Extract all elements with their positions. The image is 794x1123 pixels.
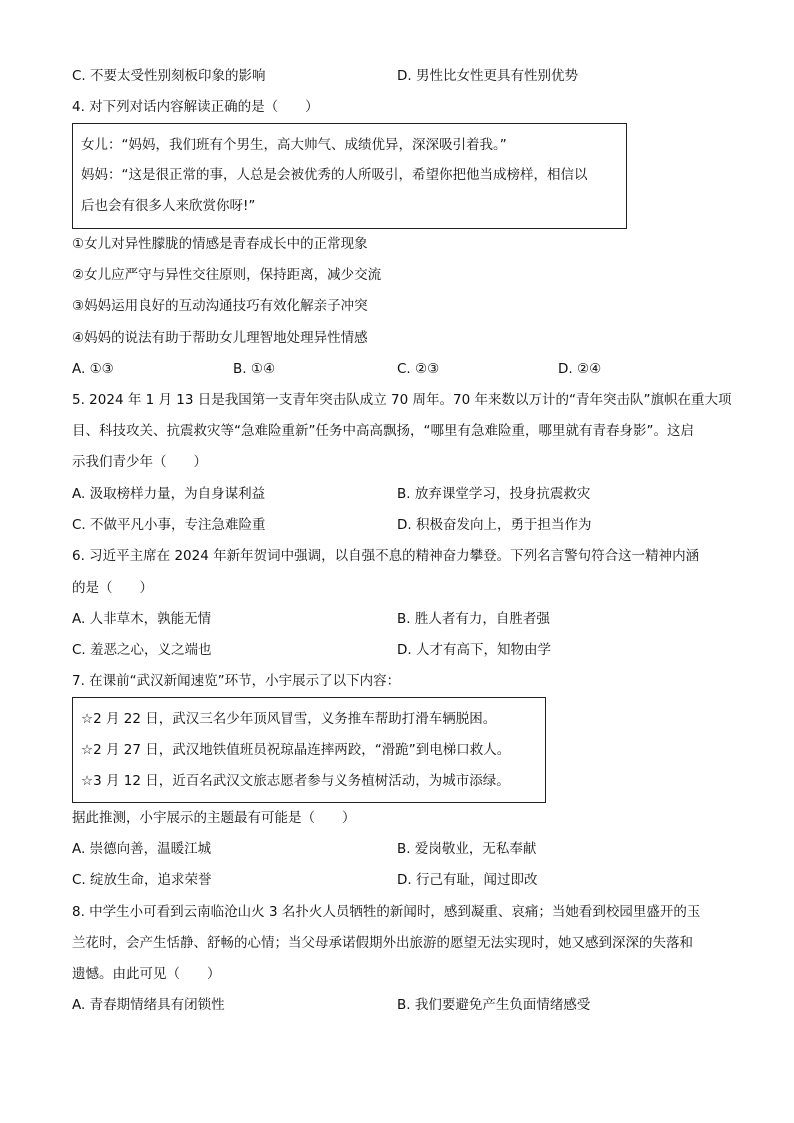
q3-option-d: D. 男性比女性更具有性别优势 (397, 68, 578, 84)
q7-news-item: ☆3 月 12 日，近百名武汉文旅志愿者参与义务植树活动，为城市添绿。 (81, 773, 510, 789)
q6-option-a: A. 人非草木，孰能无情 (72, 611, 212, 627)
q6-option-b: B. 胜人者有力，自胜者强 (397, 611, 550, 627)
q4-option-a: A. ①③ (72, 361, 114, 377)
q7-option-d: D. 行己有耻，闻过即改 (397, 872, 538, 888)
q7-stem: 7. 在课前“武汉新闻速览”环节，小宇展示了以下内容： (72, 673, 401, 689)
q4-dialog-box (72, 123, 627, 229)
q6-stem-line: 的是（ ） (72, 580, 153, 596)
q3-option-c: C. 不要太受性别刻板印象的影响 (72, 68, 266, 84)
q6-option-d: D. 人才有高下，知物由学 (397, 642, 551, 658)
q6-stem-line: 6. 习近平主席在 2024 年新年贺词中强调，以自强不息的精神奋力攀登。下列名言警句符合这一精神内涵 (72, 548, 700, 564)
q6-option-c: C. 羞恶之心，义之端也 (72, 642, 212, 658)
q7-option-a: A. 崇德向善，温暖江城 (72, 841, 212, 857)
q4-dialog-line: 妈妈：“这是很正常的事，人总是会被优秀的人所吸引，希望你把他当成榜样，相信以 (81, 167, 588, 183)
q4-statement-3: ③妈妈运用良好的互动沟通技巧有效化解亲子冲突 (72, 298, 368, 314)
q4-statement-2: ②女儿应严守与异性交往原则，保持距离，减少交流 (72, 267, 382, 283)
q8-stem-line: 兰花时，会产生恬静、舒畅的心情；当父母承诺假期外出旅游的愿望无法实现时，她又感到深深的失落和 (72, 935, 693, 951)
q4-dialog-line: 后也会有很多人来欣赏你呀!” (81, 198, 256, 214)
q5-stem-line: 目、科技攻关、抗震救灾等“急难险重新”任务中高高飘扬，“哪里有急难险重，哪里就有青春身影”。这启 (72, 423, 694, 439)
q4-option-d: D. ②④ (558, 361, 602, 377)
q5-option-b: B. 放弃课堂学习，投身抗震救灾 (397, 486, 591, 502)
q8-option-b: B. 我们要避免产生负面情绪感受 (397, 997, 591, 1013)
q8-stem-line: 8. 中学生小可看到云南临沧山火 3 名扑火人员牺牲的新闻时，感到凝重、哀痛；当她看到校园里盛开的玉 (72, 904, 701, 920)
q5-option-d: D. 积极奋发向上，勇于担当作为 (397, 517, 592, 533)
q5-option-a: A. 汲取榜样力量，为自身谋利益 (72, 486, 266, 502)
q5-stem-line: 5. 2024 年 1 月 13 日是我国第一支青年突击队成立 70 周年。70 年来数以万计的“青年突击队”旗帜在重大项 (72, 392, 732, 408)
q7-question: 据此推测，小宇展示的主题最有可能是（ ） (72, 810, 356, 826)
q8-stem-line: 遗憾。由此可见（ ） (72, 966, 221, 982)
q7-news-item: ☆2 月 22 日，武汉三名少年顶风冒雪，义务推车帮助打滑车辆脱困。 (81, 711, 497, 727)
q5-option-c: C. 不做平凡小事，专注急难险重 (72, 517, 266, 533)
q4-dialog-line: 女儿：“妈妈，我们班有个男生，高大帅气、成绩优异，深深吸引着我。” (81, 137, 507, 153)
q4-statement-4: ④妈妈的说法有助于帮助女儿理智地处理异性情感 (72, 330, 368, 346)
q7-news-box (72, 697, 546, 803)
q4-statement-1: ①女儿对异性朦胧的情感是青春成长中的正常现象 (72, 236, 368, 252)
q4-stem: 4. 对下列对话内容解读正确的是（ ） (72, 99, 319, 115)
q7-news-item: ☆2 月 27 日，武汉地铁值班员祝琼晶连摔两跤，“滑跪”到电梯口救人。 (81, 742, 511, 758)
q8-option-a: A. 青春期情绪具有闭锁性 (72, 997, 225, 1013)
q4-option-b: B. ①④ (233, 361, 276, 377)
q7-option-b: B. 爱岗敬业，无私奉献 (397, 841, 537, 857)
q5-stem-line: 示我们青少年（ ） (72, 454, 207, 470)
q7-option-c: C. 绽放生命，追求荣誉 (72, 872, 212, 888)
q4-option-c: C. ②③ (397, 361, 440, 377)
